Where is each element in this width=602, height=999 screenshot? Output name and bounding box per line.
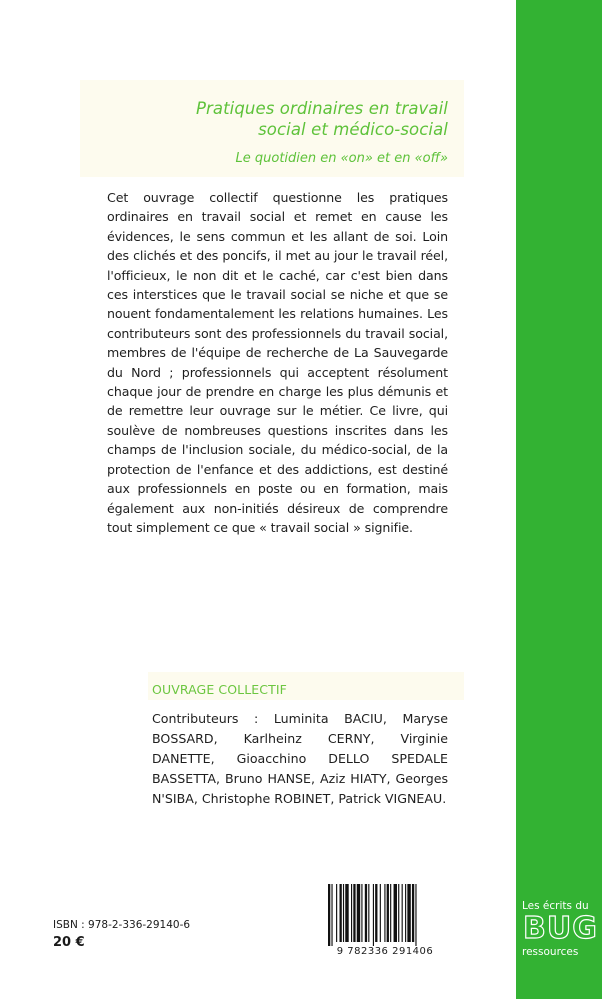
barcode xyxy=(320,882,450,962)
title-line-2: social et médico-social xyxy=(258,120,448,139)
barcode-number: 9 782336 291406 xyxy=(336,946,434,957)
barcode-bars-icon xyxy=(320,882,450,946)
authors-heading: OUVRAGE COLLECTIF xyxy=(152,682,287,697)
logo-line-3: ressources xyxy=(522,946,579,958)
price-label: 20 € xyxy=(53,935,85,950)
book-title xyxy=(196,98,448,140)
title-panel xyxy=(80,80,464,177)
publisher-logo xyxy=(520,900,602,970)
logo-line-1: Les écrits du xyxy=(522,900,589,912)
authors-list: Contributeurs : Luminita BACIU, Maryse BOSSARD, Karlheinz CERNY, Virginie DANETTE, Gioacchino DELLO SPEDALE BASSETTA, Bruno HANSE, Aziz HIATY, Georges N'SIBA, Christophe ROBINET, Patrick VIGNEAU. xyxy=(152,711,448,806)
green-spine xyxy=(516,0,602,999)
logo-line-2: BUG xyxy=(523,911,598,946)
book-subtitle: Le quotidien en «on» et en «off» xyxy=(235,151,448,166)
title-line-1: Pratiques ordinaires en travail xyxy=(195,99,448,118)
blurb-text: Cet ouvrage collectif questionne les pratiques ordinaires en travail social et remet en cause les évidences, le sens commun et les allant de soi. Loin des clichés et des poncifs, il met au jour le travail réel, l'officieux, le non dit et le caché, car c'est bien dans ces interstices que le travail social se niche et que se nouent fondamentalement les relations humaines. Les contributeurs sont des professionnels du travail social, membres de l'équipe de recherche de La Sauvegarde du Nord ; professionnels qui acceptent résolument chaque jour de prendre en charge les plus démunis et de remettre leur ouvrage sur le métier. Ce livre, qui soulève de nombreuses questions inscrites dans les champs de l'inclusion sociale, du médico-social, de la protection de l'enfance et des addictions, est destiné aux professionnels en poste ou en formation, mais également aux non-initiés désireux de comprendre tout simplement ce que « travail social » signifie. xyxy=(107,190,448,535)
isbn-label: ISBN : 978-2-336-29140-6 xyxy=(53,919,191,931)
